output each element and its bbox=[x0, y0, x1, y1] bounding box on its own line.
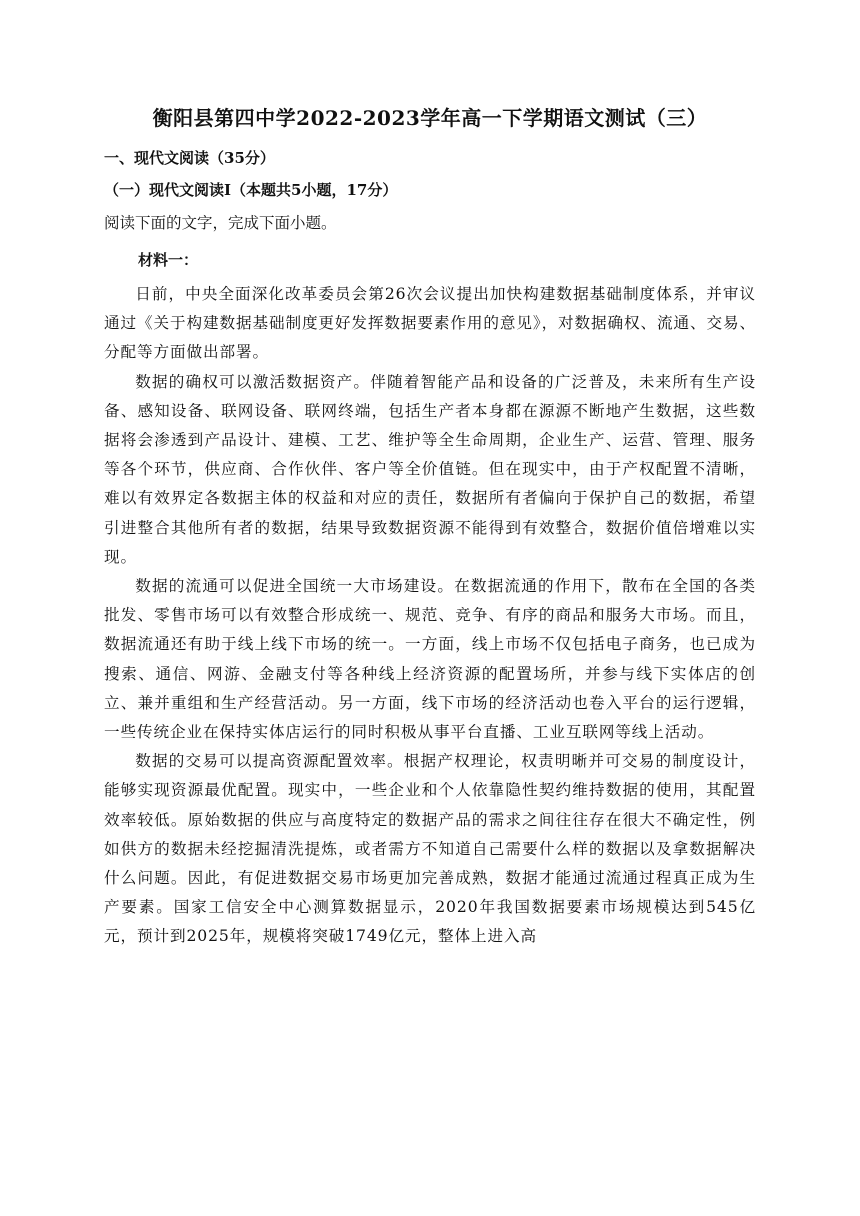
paragraph: 数据的流通可以促进全国统一大市场建设。在数据流通的作用下，散布在全国的各类批发、零售市场可以有效整合形成统一、规范、竞争、有序的商品和服务大市场。而且，数据流通还有助于线上线下市场的统一。一方面，线上市场不仅包括电子商务，也已成为搜索、通信、网游、金融支付等各种线上经济资源的配置场所，并参与线下实体店的创立、兼并重组和生产经营活动。另一方面，线下市场的经济活动也卷入平台的运行逻辑，一些传统企业在保持实体店运行的同时积极从事平台直播、工业互联网等线上活动。 bbox=[104, 577, 756, 742]
paragraph: 数据的交易可以提高资源配置效率。根据产权理论，权责明晰并可交易的制度设计，能够实现资源最优配置。现实中，一些企业和个人依靠隐性契约维持数据的使用，其配置效率较低。原始数据的供应与高度特定的数据产品的需求之间往往存在很大不确定性，例如供方的数据未经挖掘清洗提炼，或者需方不知道自己需要什么样的数据以及拿数据解决什么问题。因此，有促进数据交易市场更加完善成熟，数据才能通过流通过程真正成为生产要素。国家工信安全中心测算数据显示，2020年我国数据要素市场规模达到545亿元，预计到2025年，规模将突破1749亿元，整体上进入高 bbox=[104, 752, 756, 946]
subsection-heading-reading-1: （一）现代文阅读I（本题共5小题，17分） bbox=[104, 181, 398, 199]
section-heading-reading: 一、现代文阅读（35分） bbox=[104, 149, 275, 167]
exam-title: 衡阳县第四中学2022-2023学年高一下学期语文测试（三） bbox=[152, 106, 708, 130]
paragraph: 数据的确权可以激活数据资产。伴随着智能产品和设备的广泛普及，未来所有生产设备、感知设备、联网设备、联网终端，包括生产者本身都在源源不断地产生数据，这些数据将会渗透到产品设计、建模、工艺、维护等全生命周期，企业生产、运营、管理、服务等各个环节，供应商、合作伙伴、客户等全价值链。但在现实中，由于产权配置不清晰，难以有效界定各数据主体的权益和对应的责任，数据所有者偏向于保护自己的数据，希望引进整合其他所有者的数据，结果导致数据资源不能得到有效整合，数据价值倍增难以实现。 bbox=[104, 372, 756, 566]
material-label: 材料一： bbox=[138, 251, 199, 269]
reading-instruction: 阅读下面的文字，完成下面小题。 bbox=[104, 214, 337, 232]
passage-body bbox=[104, 280, 756, 952]
paragraph: 日前，中央全面深化改革委员会第26次会议提出加快构建数据基础制度体系，并审议通过《关于构建数据基础制度更好发挥数据要素作用的意见》，对数据确权、流通、交易、分配等方面做出部署。 bbox=[104, 285, 756, 362]
